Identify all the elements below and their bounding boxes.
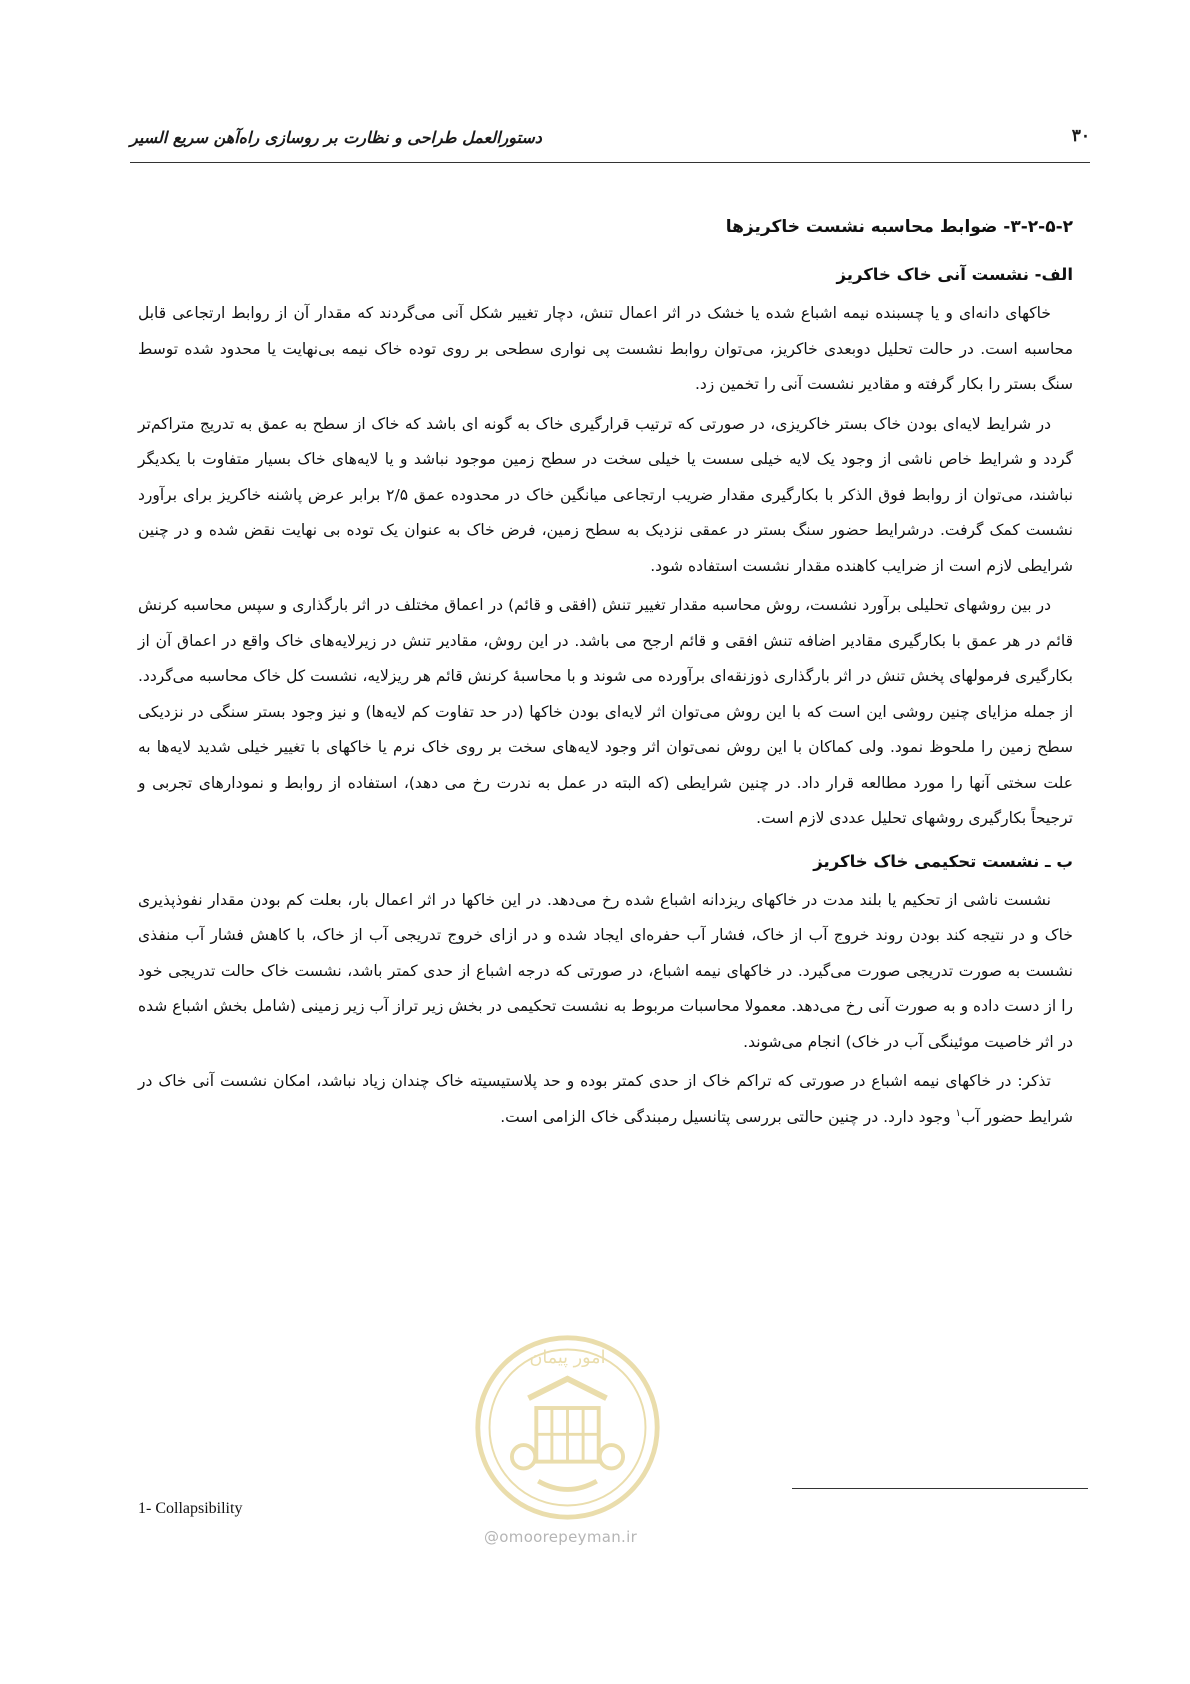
watermark-logo — [470, 1330, 665, 1525]
running-header — [130, 124, 1090, 160]
watermark-url: @omoorepeyman.ir — [484, 1528, 638, 1546]
watermark-logo-text: امور پیمان — [529, 1348, 606, 1369]
footnote: 1- Collapsibility — [138, 1500, 243, 1517]
footnote-reference[interactable]: ۱ — [955, 1107, 961, 1119]
subsection-a-title: الف- نشست آنی خاک خاکریز — [836, 265, 1073, 284]
subsection-b-title: ب ـ نشست تحکیمی خاک خاکریز — [813, 851, 1073, 871]
paragraph: خاکهای دانه‌ای و یا چسبنده نیمه اشباع شده یا خشک در اثر اعمال تنش، دچار تغییر شکل آنی می‌گردند که مقدار آن از روابط ارتجاعی قابل محاسبه است. در حالت تحلیل دوبعدی خاکریز، می‌توان روابط نشست پی نواری سطحی بر روی توده خاک نیمه بی‌نهایت یا محدود شده توسط سنگ بستر را بکار گرفته و مقادیر نشست آنی را تخمین زد. — [138, 304, 1073, 393]
running-title: دستورالعمل طراحی و نظارت بر روسازی راه‌آهن سریع السیر — [130, 128, 542, 147]
header-rule — [130, 162, 1090, 163]
footnote-rule — [792, 1488, 1088, 1489]
note-text: تذکر: در خاکهای نیمه اشباع در صورتی که تراکم خاک از حدی کمتر بوده و حد پلاستیسیته خاک چندان زیاد نباشد، امکان نشست آنی خاک در شرایط حضور آب — [138, 1072, 1073, 1126]
page-number: ۳۰ — [1071, 126, 1090, 146]
note-text-end: وجود دارد. در چنین حالتی بررسی پتانسیل رمبندگی خاک الزامی است. — [500, 1107, 956, 1126]
main-content — [138, 212, 1073, 1139]
note-paragraph — [138, 1064, 1073, 1135]
section-title: ۳-۲-۵-۲- ضوابط محاسبه نشست خاکریزها — [725, 217, 1073, 237]
paragraph: در بین روشهای تحلیلی برآورد نشست، روش محاسبه مقدار تغییر تنش (افقی و قائم) در اعماق مختلف در اثر بارگذاری و سپس محاسبه کرنش قائم در هر عمق با بکارگیری مقادیر اضافه تنش افقی و قائم ارجح می باشد. در این روش، مقادیر تنش در زیرلایه‌های خاک واقع در اعماق آن از بکارگیری فرمولهای پخش تنش در اثر بارگذاری ذوزنقه‌ای برآورده می شوند و با محاسبهٔ کرنش قائم هر ریزلایه، نشست کل خاک محاسبه می‌گردد. از جمله مزایای چنین روشی این است که با این روش می‌توان اثر لایه‌ای بودن خاکها (در حد تفاوت کم لایه‌ها) و نیز وجود بستر سنگی در نزدیکی سطح زمین را ملحوظ نمود. ولی کماکان با این روش نمی‌توان اثر وجود لایه‌های سخت بر روی خاک نرم یا خاکهای با تغییر خیلی شدید لایه‌ها به علت سختی آنها را مورد مطالعه قرار داد. در چنین شرایطی (که البته در عمل به ندرت رخ می دهد)، استفاده از روابط و نمودارهای تجربی و ترجیحاً بکارگیری روشهای تحلیل عددی لازم است. — [138, 596, 1073, 827]
paragraph: در شرایط لایه‌ای بودن خاک بستر خاکریزی، در صورتی که ترتیب قرارگیری خاک به گونه ای باشد که خاک از سطح به عمق به تدریج متراکم‌تر گردد و شرایط خاص ناشی از وجود یک لایه خیلی سست یا خیلی سخت در سطح زمین موجود نباشد و یا لایه‌های خاک بسیار متفاوت با یکدیگر نباشند، می‌توان از روابط فوق الذکر با بکارگیری مقدار ضریب ارتجاعی میانگین خاک در محدوده عمق ۲/۵ برابر عرض پاشنه خاکریز برای برآورد نشست کمک گرفت. درشرایط حضور سنگ بستر در عمقی نزدیک به سطح زمین، فرض خاک به عنوان یک توده بی نهایت نقض شده و در چنین شرایطی لازم است از ضرایب کاهنده مقدار نشست استفاده شود. — [138, 414, 1073, 575]
paragraph: نشست ناشی از تحکیم یا بلند مدت در خاکهای ریزدانه اشباع شده رخ می‌دهد. در این خاکها در اثر اعمال بار، بعلت کم بودن مقدار نفوذپذیری خاک و در نتیجه کند بودن روند خروج آب از خاک، فشار آب حفره‌ای ایجاد شده و در ازای خروج تدریجی آب از خاک، با کاهش فشار آب منفذی نشست به صورت تدریجی صورت می‌گیرد. در خاکهای نیمه اشباع، در صورتی که درجه اشباع از حدی کمتر باشد، نشست خاک حالت تدریجی خود را از دست داده و به صورت آنی رخ می‌دهد. معمولا محاسبات مربوط به نشست تحکیمی در بخش زیر تراز آب زیر زمینی (شامل بخش اشباع شده در اثر خاصیت موئینگی آب در خاک) انجام می‌شوند. — [138, 890, 1073, 1051]
